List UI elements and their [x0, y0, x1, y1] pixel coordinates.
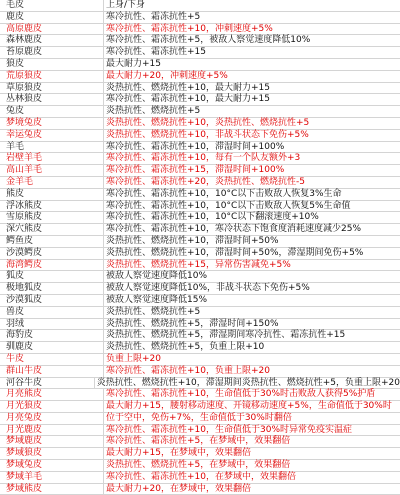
fur-effect-cell: 寒冷抗性、霜冻抗性+10，每有一个队友额外+3	[106, 153, 301, 164]
fur-name-cell: 羊毛	[0, 142, 104, 153]
table-row	[0, 401, 400, 413]
fur-name-cell: 海豹皮	[0, 330, 104, 341]
table-row	[0, 460, 400, 472]
fur-effect-cell: 炎热抗性、燃烧抗性+10，最大耐力+15	[106, 82, 270, 93]
fur-name-cell: 丛林狼皮	[0, 94, 104, 105]
fur-effect-cell: 被敌人察觉速度降低10%，非战斗状态下免伤+5%	[106, 283, 310, 294]
fur-effect-cell: 炎热抗性、燃烧抗性+10，炎热抗性、燃烧抗性+5	[106, 117, 310, 128]
table-row	[0, 354, 400, 366]
fur-effect-cell: 最大耐力+15	[106, 58, 161, 69]
table-row	[0, 236, 400, 248]
fur-effect-cell: 炎热抗性、燃烧抗性+5，滞湿时间+150%	[106, 318, 279, 329]
table-row	[0, 201, 400, 213]
fur-name-cell: 草原狼皮	[0, 83, 104, 94]
table-row	[0, 484, 400, 495]
fur-effect-cell: 炎热抗性、燃烧抗性+15，异常伤害减免+5%	[106, 259, 291, 270]
fur-name-cell: 群山牛皮	[0, 366, 104, 377]
fur-effect-cell: 寒冷抗性、霜冻抗性+10，10°C以下翻滚速度+10%	[106, 212, 319, 223]
table-row	[0, 189, 400, 201]
fur-name-cell: 鳄鱼皮	[0, 236, 104, 247]
table-row	[0, 283, 400, 295]
fur-effect-cell: 寒冷抗性、霜冻抗性+5，被敌人察觉速度降低10%	[106, 35, 311, 46]
table-row	[0, 212, 400, 224]
table-row	[0, 71, 400, 83]
fur-name-cell: 梦域鹿皮	[0, 436, 104, 447]
table-row	[0, 378, 400, 390]
table-row	[0, 271, 400, 283]
table-row	[0, 295, 400, 307]
fur-effect-cell: 被敌人察觉速度降低15%	[106, 294, 208, 305]
table-row	[0, 24, 400, 36]
fur-name-cell: 金羊毛	[0, 177, 104, 188]
fur-name-cell: 狐皮	[0, 271, 104, 282]
table-body	[0, 12, 400, 495]
table-row	[0, 153, 400, 165]
fur-effect-cell: 寒冷抗性、霜冻抗性+10，在梦域中，效果翻倍	[106, 471, 296, 482]
fur-name-cell: 高原鹿皮	[0, 24, 104, 35]
table-row	[0, 260, 400, 272]
fur-name-cell: 月亮熊皮	[0, 389, 104, 400]
fur-effect-cell: 炎热抗性、燃烧抗性+5，负重上限+10	[106, 342, 265, 353]
fur-effect-cell: 寒冷抗性、霜冻抗性+10，生命值低于30%时击败敌人获得5%护盾	[106, 389, 376, 400]
fur-name-cell: 浮冰熊皮	[0, 201, 104, 212]
fur-effect-cell: 被敌人察觉速度降低10%	[106, 271, 208, 282]
fur-name-cell: 河谷牛皮	[0, 378, 95, 389]
fur-name-cell: 沙漠狐皮	[0, 295, 104, 306]
fur-effect-cell: 寒冷抗性、霜冻抗性+10，冲刺速度+5%	[106, 23, 273, 34]
table-row	[0, 83, 400, 95]
fur-effect-cell: 寒冷抗性、霜冻抗性+5，在梦域中，效果翻倍	[106, 436, 291, 447]
fur-name-cell: 森林鹿皮	[0, 35, 104, 46]
table-row	[0, 436, 400, 448]
fur-name-cell: 梦域羊毛	[0, 472, 104, 483]
fur-name-cell: 羽绒	[0, 319, 104, 330]
fur-effect-cell: 寒冷抗性、霜冻抗性+15	[106, 47, 206, 58]
fur-name-cell: 深穴熊皮	[0, 224, 104, 235]
table-header-row	[0, 0, 400, 12]
header-effect-column: 上身/下身	[106, 0, 146, 10]
fur-effect-cell: 寒冷抗性、霜冻抗性+15，滞湿时间+100%	[106, 165, 285, 176]
fur-name-cell: 兽皮	[0, 307, 104, 318]
fur-effect-cell: 炎热抗性、燃烧抗性+10，滞湿时间+50%，滞湿期间免伤+5%	[106, 247, 364, 258]
fur-effect-cell: 负重上限+20	[106, 353, 161, 364]
fur-effect-cell: 炎热抗性、燃烧抗性+10，滞湿期间炎热抗性、燃烧抗性+5，负重上限+20	[96, 377, 400, 388]
fur-name-cell: 极地狐皮	[0, 283, 104, 294]
fur-name-cell: 狼皮	[0, 59, 104, 70]
table-row	[0, 47, 400, 59]
fur-effect-cell: 最大耐力+20，冲刺速度+5%	[106, 70, 228, 81]
fur-name-cell: 沙漠鳄皮	[0, 248, 104, 259]
fur-effect-cell: 寒冷抗性、霜冻抗性+20，炎热抗性、燃烧抗性-5	[106, 176, 305, 187]
table-row	[0, 448, 400, 460]
fur-effect-cell: 炎热抗性、燃烧抗性+10，滞湿时间+50%	[106, 235, 279, 246]
fur-effect-cell: 寒冷抗性、霜冻抗性+10，滞湿时间+100%	[106, 141, 285, 152]
fur-name-cell: 鹿皮	[0, 12, 104, 23]
table-row	[0, 342, 400, 354]
fur-effect-cell: 寒冷抗性、霜冻抗性+10，最大耐力+15	[106, 94, 270, 105]
table-row	[0, 366, 400, 378]
fur-effect-cell: 炎热抗性、燃烧抗性+5	[106, 306, 201, 317]
fur-name-cell: 高山羊毛	[0, 165, 104, 176]
fur-effect-cell: 寒冷抗性、霜冻抗性+5	[106, 11, 201, 22]
table-row	[0, 177, 400, 189]
table-row	[0, 472, 400, 484]
fur-name-cell: 岩壁羊毛	[0, 153, 104, 164]
fur-name-cell: 梦境兔皮	[0, 118, 104, 129]
table-row	[0, 165, 400, 177]
fur-name-cell: 熊皮	[0, 189, 104, 200]
fur-name-cell: 荒原狼皮	[0, 71, 104, 82]
fur-name-cell: 月亮兔皮	[0, 413, 104, 424]
fur-effect-cell: 最大耐力+20，在梦域中，效果翻倍	[106, 483, 251, 494]
fur-name-cell: 驯鹿皮	[0, 342, 104, 353]
fur-effect-cell: 寒冷抗性、霜冻抗性+10，生命值低于30%时异常免疫实温症	[106, 424, 352, 435]
fur-name-cell: 海湾鳄皮	[0, 260, 104, 271]
fur-name-cell: 梦域熊皮	[0, 484, 104, 495]
fur-name-cell: 梦域狼皮	[0, 448, 104, 459]
table-row	[0, 425, 400, 437]
header-fur-column: 毛皮	[0, 0, 104, 11]
table-row	[0, 224, 400, 236]
table-row	[0, 12, 400, 24]
fur-name-cell: 月光狼皮	[0, 401, 104, 412]
fur-effect-cell: 最大耐力+15，腰射移动速度、开镜移动速度+5%，生命值低于30%时	[106, 401, 392, 412]
table-row	[0, 142, 400, 154]
fur-name-cell: 幸运兔皮	[0, 130, 104, 141]
fur-name-cell: 月光鹿皮	[0, 425, 104, 436]
fur-effect-cell: 炎热抗性、燃烧抗性+5	[106, 106, 201, 117]
fur-name-cell: 雪原熊皮	[0, 212, 104, 223]
fur-effect-cell: 寒冷抗性、霜冻抗性+10，10°C以下击败敌人恢复3%生命	[106, 188, 342, 199]
fur-effect-cell: 位于空中，免伤+7%，生命值低于30%时翻倍	[106, 412, 292, 423]
table-row	[0, 118, 400, 130]
table-row	[0, 94, 400, 106]
table-row	[0, 389, 400, 401]
table-row	[0, 130, 400, 142]
fur-effect-cell: 炎热抗性、燃烧抗性+5，在梦域中，效果翻倍	[106, 460, 291, 471]
fur-name-cell: 兔皮	[0, 106, 104, 117]
table-row	[0, 59, 400, 71]
table-row	[0, 106, 400, 118]
fur-name-cell: 苔原鹿皮	[0, 47, 104, 58]
fur-effect-cell: 最大耐力+15，在梦域中，效果翻倍	[106, 448, 251, 459]
fur-effect-cell: 寒冷抗性、霜冻抗性+10，负重上限+20	[106, 365, 270, 376]
fur-name-cell: 梦域兔皮	[0, 460, 104, 471]
fur-effect-cell: 寒冷抗性、霜冻抗性+10，10°C以下击败敌人恢复5%生命值	[106, 200, 351, 211]
fur-effect-cell: 寒冷抗性、霜冻抗性+10，寒冷状态下饱食度消耗速度减少25%	[106, 224, 361, 235]
table-row	[0, 330, 400, 342]
table-row	[0, 319, 400, 331]
fur-effect-cell: 炎热抗性、燃烧抗性+10，非战斗状态下免伤+5%	[106, 129, 309, 140]
table-row	[0, 248, 400, 260]
fur-effect-cell: 炎热抗性、燃烧抗性+5，滞湿期间寒冷抗性、霜冻抗性+15	[106, 330, 346, 341]
fur-name-cell: 牛皮	[0, 354, 104, 365]
table-row	[0, 35, 400, 47]
table-row	[0, 413, 400, 425]
table-row	[0, 307, 400, 319]
